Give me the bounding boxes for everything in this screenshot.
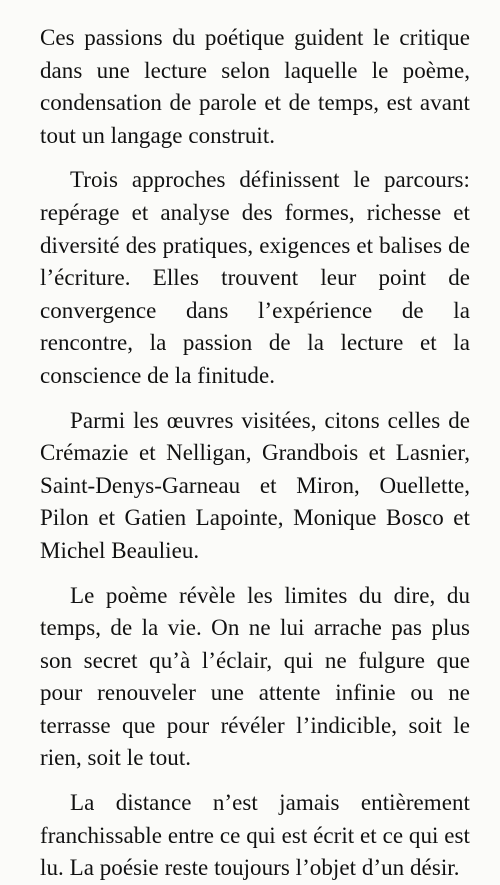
paragraph-3: Parmi les œuvres visitées, citons celles de Crémazie et Nelligan, Grandbois et Lasnier, Saint-Denys-Garneau et Miron, Ouellette, Pilon et Gatien Lapointe, Monique Bosco et Michel Beaulieu.: [40, 407, 470, 563]
paragraph-4: Le poème révèle les limites du dire, du temps, de la vie. On ne lui arrache pas plus son secret qu’à l’éclair, qui ne fulgure que pour renouveler une attente infinie ou ne terrasse que pour révéler l’indicible, soit le rien, soit le tout.: [40, 582, 470, 771]
paragraph-1: Ces passions du poétique guident le critique dans une lecture selon laquelle le poème, condensation de parole et de temps, est avant tout un langage construit.: [40, 25, 470, 148]
paragraph-5: La distance n’est jamais entièrement franchissable entre ce qui est écrit et ce qui est lu. La poésie reste toujours l’objet d’un désir.: [40, 790, 470, 881]
paragraph-2: Trois approches définissent le parcours: repérage et analyse des formes, richesse et diversité des pratiques, exigences et balises de l’écriture. Elles trouvent leur point de convergence dans l’expérience de la rencontre, la passion de la lecture et la conscience de la finitude.: [40, 167, 470, 388]
body-text: [40, 22, 470, 885]
